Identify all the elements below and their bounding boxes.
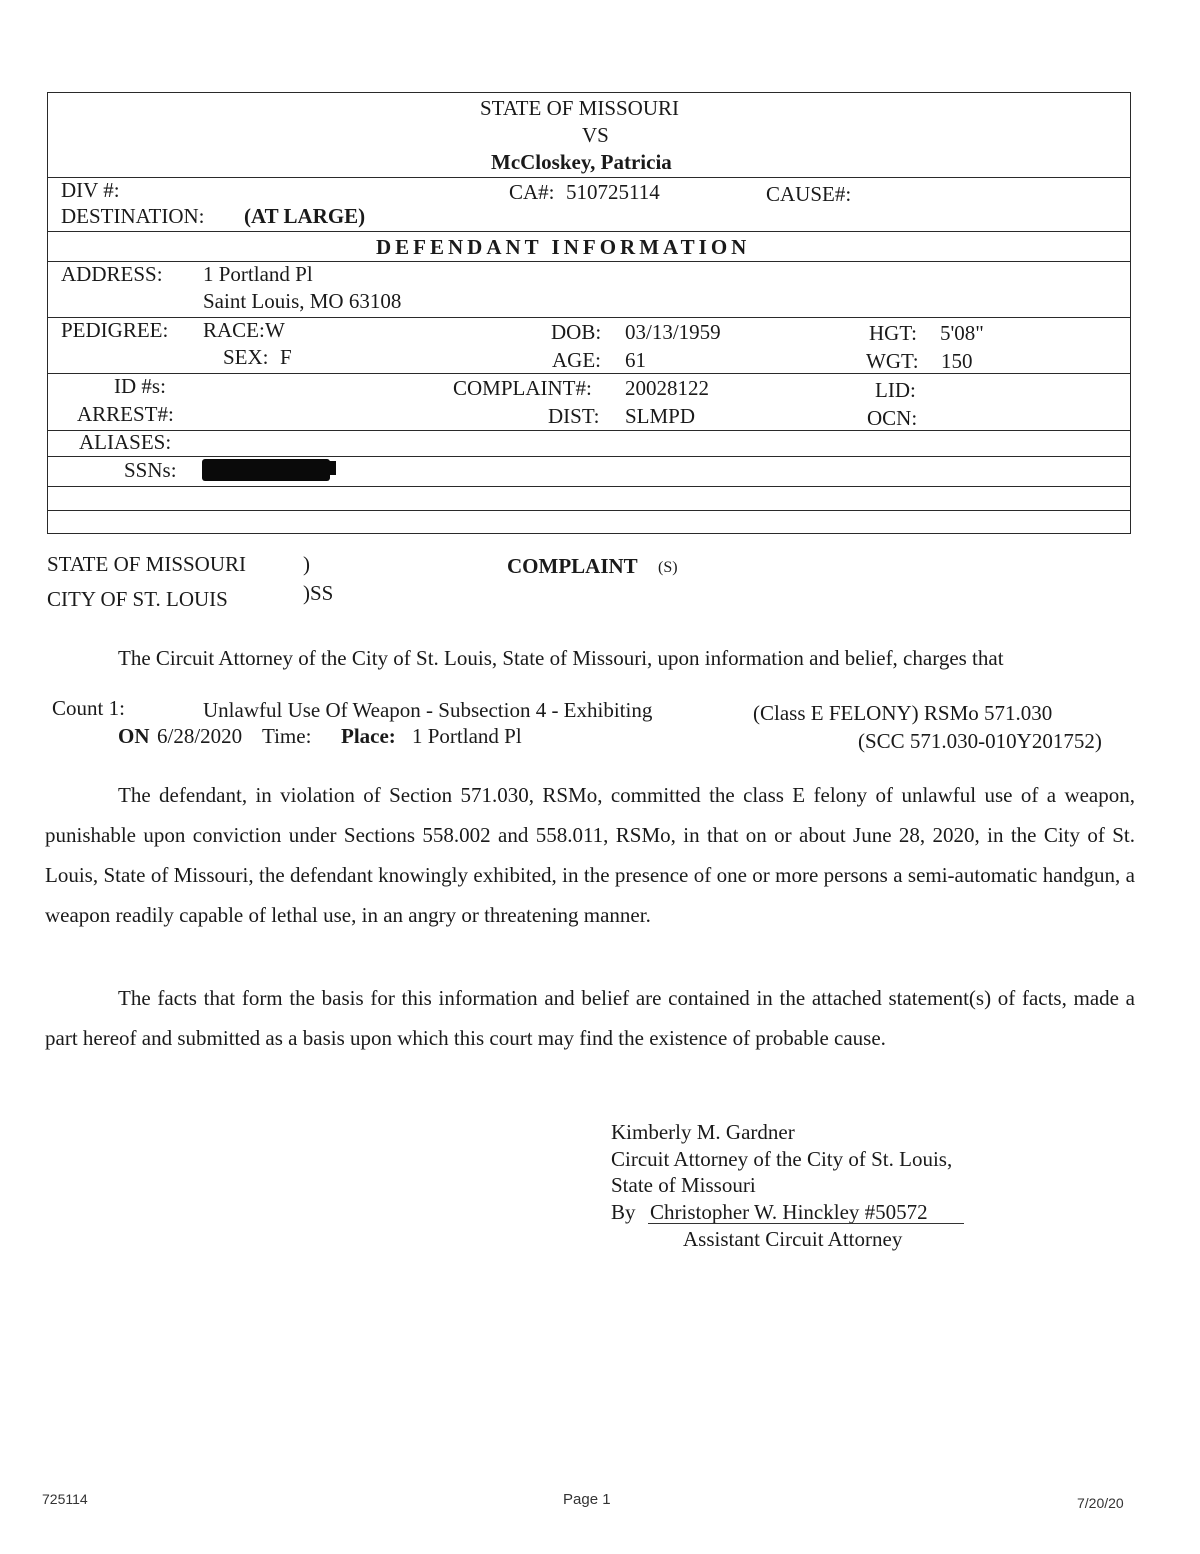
age-label: AGE:	[552, 348, 601, 372]
divider	[47, 456, 1131, 457]
dob-label: DOB:	[551, 320, 602, 344]
count-class: (Class E FELONY) RSMo 571.030	[753, 701, 1053, 725]
destination-label: DESTINATION:	[61, 204, 205, 228]
signer-name: Kimberly M. Gardner	[611, 1120, 795, 1144]
complaint-number-value: 20028122	[625, 376, 709, 400]
signer-title1: Circuit Attorney of the City of St. Louis,	[611, 1147, 953, 1171]
dist-label: DIST:	[548, 404, 600, 428]
wgt-value: 150	[941, 349, 973, 373]
lid-label: LID:	[875, 378, 916, 402]
venue-state: STATE OF MISSOURI	[47, 552, 247, 576]
divider	[47, 486, 1131, 487]
address-line2: Saint Louis, MO 63108	[203, 289, 402, 313]
signature-line	[648, 1223, 964, 1224]
footer-case-number: 725114	[42, 1491, 88, 1507]
intro-text: The Circuit Attorney of the City of St. Louis, State of Missouri, upon information and belief, charges that	[118, 646, 1004, 670]
header-state: STATE OF MISSOURI	[480, 96, 680, 120]
ssns-label: SSNs:	[124, 458, 177, 482]
div-label: DIV #:	[61, 178, 120, 202]
footer-date: 7/20/20	[1077, 1495, 1124, 1511]
count-scc: (SCC 571.030-010Y201752)	[858, 729, 1102, 753]
dist-value: SLMPD	[625, 404, 696, 428]
facts-paragraph: The facts that form the basis for this information and belief are contained in the attached statement(s) of facts, made a part hereof and submitted as a basis upon which this court may find the existence of probable cause.	[45, 986, 1135, 1050]
defendant-name: McCloskey, Patricia	[491, 150, 672, 174]
by-label: By	[611, 1200, 636, 1224]
sex-value: F	[280, 345, 292, 369]
age-value: 61	[625, 348, 646, 372]
venue-paren: )	[303, 552, 310, 576]
redaction-bar	[202, 459, 330, 481]
cause-label: CAUSE#:	[766, 182, 852, 206]
assistant-name: Christopher W. Hinckley #50572	[650, 1200, 928, 1224]
address-line1: 1 Portland Pl	[203, 262, 313, 286]
count-time-label: Time:	[262, 724, 312, 748]
count-on-label: ON	[118, 724, 150, 748]
race-label: RACE:	[203, 318, 265, 342]
ca-label: CA#:	[509, 180, 555, 204]
ocn-label: OCN:	[867, 406, 918, 430]
sex-label: SEX:	[223, 345, 269, 369]
hgt-value: 5'08"	[940, 321, 984, 345]
divider	[47, 430, 1131, 431]
header-vs: VS	[582, 123, 609, 147]
count-place-label: Place:	[341, 724, 396, 748]
destination-value: (AT LARGE)	[244, 204, 366, 228]
assistant-title: Assistant Circuit Attorney	[683, 1227, 903, 1251]
count-date: 6/28/2020	[157, 724, 243, 748]
divider	[47, 177, 1131, 178]
id-label: ID #s:	[114, 374, 166, 398]
complaint-suffix: (S)	[658, 559, 678, 576]
aliases-label: ALIASES:	[79, 430, 172, 454]
ca-value: 510725114	[566, 180, 660, 204]
race-value: W	[265, 318, 285, 342]
signer-title2: State of Missouri	[611, 1173, 756, 1197]
pedigree-label: PEDIGREE:	[61, 318, 169, 342]
venue-city: CITY OF ST. LOUIS	[47, 587, 228, 611]
complaint-number-label: COMPLAINT#:	[453, 376, 592, 400]
count-place-value: 1 Portland Pl	[412, 724, 522, 748]
divider	[47, 510, 1131, 511]
address-label: ADDRESS:	[61, 262, 163, 286]
count-label: Count 1:	[52, 696, 125, 720]
arrest-label: ARREST#:	[77, 402, 174, 426]
divider	[47, 231, 1131, 232]
page-number: Page 1	[563, 1491, 611, 1508]
hgt-label: HGT:	[869, 321, 917, 345]
wgt-label: WGT:	[866, 349, 919, 373]
dob-value: 03/13/1959	[625, 320, 721, 344]
complaint-heading: COMPLAINT	[507, 554, 638, 578]
count-description: Unlawful Use Of Weapon - Subsection 4 - Exhibiting	[203, 698, 653, 722]
venue-ss: )SS	[303, 581, 334, 605]
charge-paragraph: The defendant, in violation of Section 571.030, RSMo, committed the class E felony of unlawful use of a weapon, punishable upon conviction under Sections 558.002 and 558.011, RSMo, in that on or about June 28, 2020, in the City of St. Louis, State of Missouri, the defendant knowingly exhibited, in the presence of one or more persons a semi-automatic handgun, a weapon readily capable of lethal use, in an angry or threatening manner.	[45, 783, 1135, 927]
section-title: DEFENDANT INFORMATION	[376, 235, 751, 259]
